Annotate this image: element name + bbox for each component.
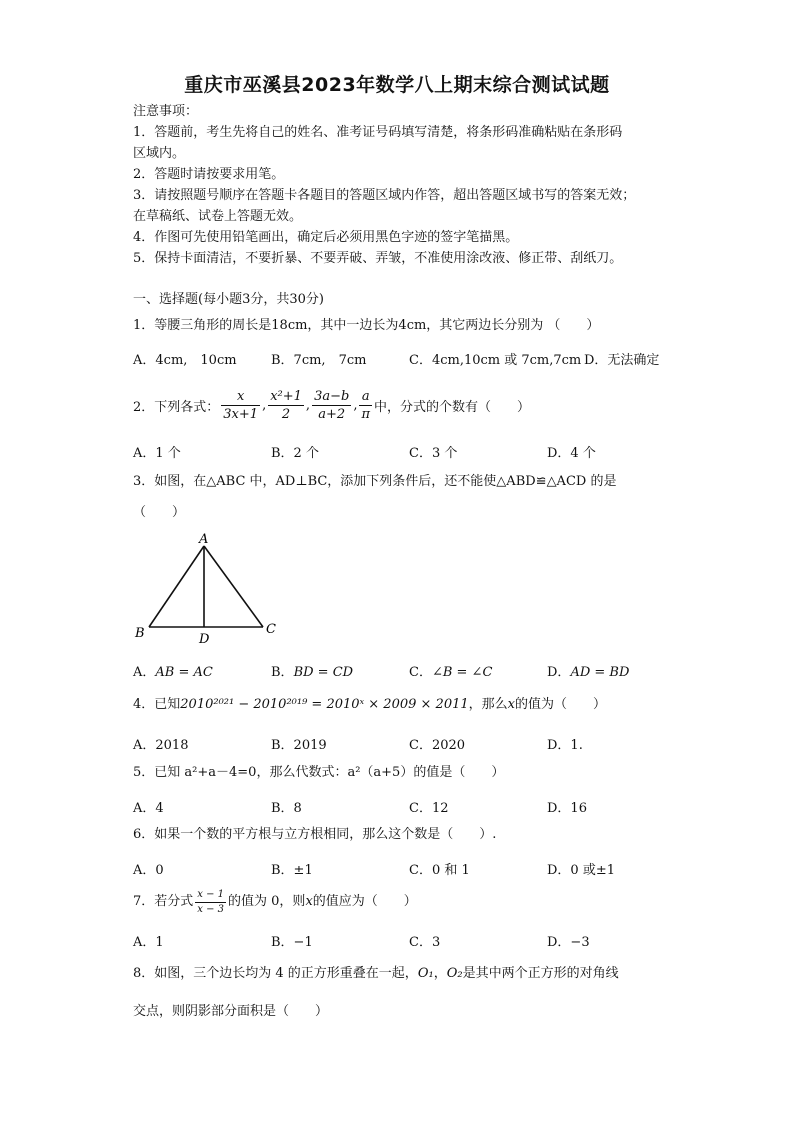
q2-suffix: 中，分式的个数有（ ） (374, 399, 531, 415)
q5-option-c[interactable]: C．12 (409, 801, 449, 816)
label-c: C (266, 622, 276, 637)
q2-prefix: 2．下列各式： (133, 399, 220, 415)
section-heading: 一、选择题(每小题3分，共30分) (133, 292, 324, 307)
q3-option-a[interactable]: A．AB = AC (133, 665, 213, 680)
notice-heading: 注意事项： (133, 104, 199, 119)
q7-option-c[interactable]: C．3 (409, 935, 441, 950)
notice-line: 5．保持卡面清洁，不要折暴、不要弄破、弄皱，不准使用涂改液、修正带、刮纸刀。 (133, 251, 623, 266)
q2-fraction-4: $\frac{a}{\pi}$ (361, 388, 370, 422)
label-a: A (199, 532, 209, 547)
question-7-stem: 7．若分式 $\frac{x - 1}{x - 3}$ 的值为 0，则 x 的值应为（ ） (133, 888, 417, 915)
notice-line: 在草稿纸、试卷上答题无效。 (133, 209, 303, 224)
q4-option-a[interactable]: A．2018 (133, 738, 189, 753)
segment-ac (204, 546, 263, 627)
notice-line: 1．答题前，考生先将自己的姓名、准考证号码填写清楚，将条形码准确粘贴在条形码 (133, 125, 623, 140)
q6-option-d[interactable]: D．0 或±1 (547, 863, 615, 878)
page-title: 重庆市巫溪县2023年数学八上期末综合测试试题 (184, 74, 610, 96)
q7-option-d[interactable]: D．−3 (547, 935, 590, 950)
triangle-figure (133, 530, 293, 650)
question-3-stem: 3．如图，在△ABC 中，AD⊥BC，添加下列条件后，还不能使△ABD≌△ACD 的是 (133, 474, 617, 489)
q2-fraction-2: $\frac{\text{x²+1}}{2}$ (270, 388, 302, 422)
question-4-stem: 4．已知2010²⁰²¹ − 2010²⁰¹⁹ = 2010ˣ × 2009 × 2011，那么x的值为（ ） (133, 697, 607, 712)
q7-option-b[interactable]: B．−1 (271, 935, 313, 950)
notice-line: 2．答题时请按要求用笔。 (133, 167, 285, 182)
notice-line: 4．作图可先使用铅笔画出，确定后必须用黑色字迹的签字笔描黑。 (133, 230, 519, 245)
q3-option-c[interactable]: C．∠B = ∠C (409, 665, 493, 680)
question-3-paren: （ ） (133, 505, 186, 520)
q4-option-b[interactable]: B．2019 (271, 738, 327, 753)
q7-fraction: $\frac{x - 1}{x - 3}$ (197, 888, 225, 915)
q7-option-a[interactable]: A．1 (133, 935, 164, 950)
notice-line: 3．请按照题号顺序在答题卡各题目的答题区域内作答，超出答题区域书写的答案无效； (133, 188, 636, 203)
q2-option-a[interactable]: A．1 个 (133, 446, 181, 461)
q4-option-d[interactable]: D．1. (547, 738, 583, 753)
q1-option-a[interactable]: A．4cm, 10cm (133, 353, 237, 368)
q1-option-c[interactable]: C．4cm,10cm 或 7cm,7cm (409, 353, 582, 368)
q5-option-b[interactable]: B．8 (271, 801, 302, 816)
question-6-stem: 6．如果一个数的平方根与立方根相同，那么这个数是（ ）. (133, 827, 497, 842)
q2-option-c[interactable]: C．3 个 (409, 446, 458, 461)
q2-option-b[interactable]: B．2 个 (271, 446, 319, 461)
q1-option-b[interactable]: B．7cm, 7cm (271, 353, 367, 368)
q6-option-a[interactable]: A．0 (133, 863, 164, 878)
q4-expression: 2010²⁰²¹ − 2010²⁰¹⁹ = 2010ˣ × 2009 × 2011 (180, 697, 469, 712)
q2-fraction-1: $\frac{x}{3x+1}$ (223, 388, 259, 422)
segment-ab (149, 546, 204, 627)
question-8-line-2: 交点，则阴影部分面积是（ ） (133, 1004, 329, 1019)
q2-option-d[interactable]: D．4 个 (547, 446, 596, 461)
question-2-stem: 2．下列各式： $\frac{x}{3x+1}$ , $\frac{\text{x²+1}}{2}$ , $\frac{3a-b}{a+2}$ , $\frac{a}{\pi}$ 中，分式的个数有（ ） (133, 388, 531, 422)
question-1-stem: 1．等腰三角形的周长是18cm，其中一边长为4cm，其它两边长分别为 （ ） (133, 318, 600, 333)
q2-fraction-3: $\frac{3a-b}{a+2}$ (314, 388, 350, 422)
question-8-line-1: 8．如图，三个边长均为 4 的正方形重叠在一起，O₁，O₂是其中两个正方形的对角线 (133, 966, 619, 981)
q5-option-a[interactable]: A．4 (133, 801, 164, 816)
q6-option-c[interactable]: C．0 和 1 (409, 863, 470, 878)
label-b: B (135, 626, 145, 641)
label-d: D (199, 632, 210, 647)
q6-option-b[interactable]: B．±1 (271, 863, 313, 878)
q1-option-d[interactable]: D．无法确定 (584, 353, 660, 368)
question-5-stem: 5．已知 a²+a－4=0，那么代数式：a²（a+5）的值是（ ） (133, 765, 505, 780)
q4-option-c[interactable]: C．2020 (409, 738, 466, 753)
notice-line: 区域内。 (133, 146, 186, 161)
q3-option-b[interactable]: B．BD = CD (271, 665, 354, 680)
q3-option-d[interactable]: D．AD = BD (547, 665, 630, 680)
q5-option-d[interactable]: D．16 (547, 801, 587, 816)
